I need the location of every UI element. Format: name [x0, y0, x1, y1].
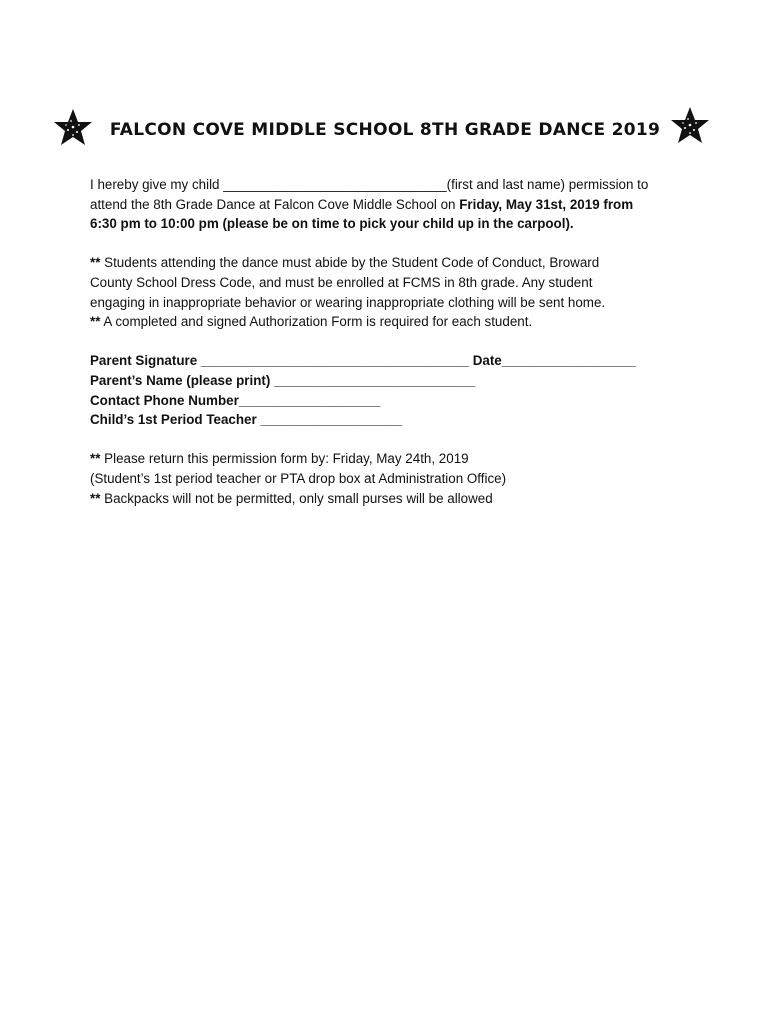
phone-field[interactable]: ___________________ [238, 392, 381, 408]
notes-paragraph [90, 449, 690, 508]
dance-time: 6:30 pm to 10:00 pm (please be on time to pick your child up in the carpool). [90, 216, 574, 232]
parent-signature-field[interactable]: ____________________________________ [200, 353, 469, 369]
note-line-3 [90, 489, 690, 509]
permission-line-2 [90, 195, 690, 215]
teacher-field[interactable]: ___________________ [260, 412, 402, 428]
note-text: Please return this permission form by: Friday, May 24th, 2019 [100, 451, 469, 467]
signature-fields [90, 351, 690, 429]
rule-line-2: County School Dress Code, and must be enrolled at FCMS in 8th grade. Any student [90, 274, 593, 290]
permission-line-1 [90, 175, 690, 195]
parent-signature-label: Parent Signature [90, 353, 201, 369]
rule-line-4 [90, 312, 690, 332]
asterisk-marker: ** [90, 255, 101, 271]
parent-name-field[interactable]: ___________________________ [274, 372, 476, 388]
asterisk-marker: ** [90, 490, 101, 506]
parent-name-label: Parent’s Name (please print) [90, 372, 275, 388]
rule-text: Students attending the dance must abide by the Student Code of Conduct, Broward [100, 255, 600, 271]
date-field[interactable]: __________________ [501, 353, 636, 369]
permission-text: attend the 8th Grade Dance at Falcon Cove Middle School on [90, 196, 460, 212]
rule-line-3: engaging in inappropriate behavior or wearing inappropriate clothing will be sent home. [90, 294, 606, 310]
parent-name-row [90, 371, 690, 391]
permission-text: I hereby give my child [90, 177, 224, 192]
dance-date: Friday, May 31st, 2019 from [459, 196, 634, 212]
permission-text: (first and last name) permission to [446, 177, 649, 192]
page-title: FALCON COVE MIDDLE SCHOOL 8TH GRADE DANCE 2019 [109, 120, 661, 140]
note-line-2: (Student’s 1st period teacher or PTA drop box at Administration Office) [90, 470, 507, 486]
rules-paragraph [90, 253, 690, 331]
note-line-1 [90, 449, 690, 469]
form-body [90, 175, 690, 528]
asterisk-marker: ** [90, 451, 101, 467]
phone-label: Contact Phone Number [90, 392, 239, 408]
rule-line-1 [90, 253, 690, 273]
note-text: Backpacks will not be permitted, only small purses will be allowed [100, 490, 493, 506]
date-label: Date [468, 353, 502, 369]
teacher-row [90, 410, 690, 430]
asterisk-marker: ** [90, 314, 101, 330]
phone-row [90, 391, 690, 411]
permission-paragraph [90, 175, 690, 234]
teacher-label: Child’s 1st Period Teacher [90, 412, 261, 428]
rule-text: A completed and signed Authorization Form is required for each student. [100, 314, 533, 330]
child-name-field[interactable]: ______________________________ [223, 177, 447, 192]
parent-signature-row [90, 351, 690, 371]
